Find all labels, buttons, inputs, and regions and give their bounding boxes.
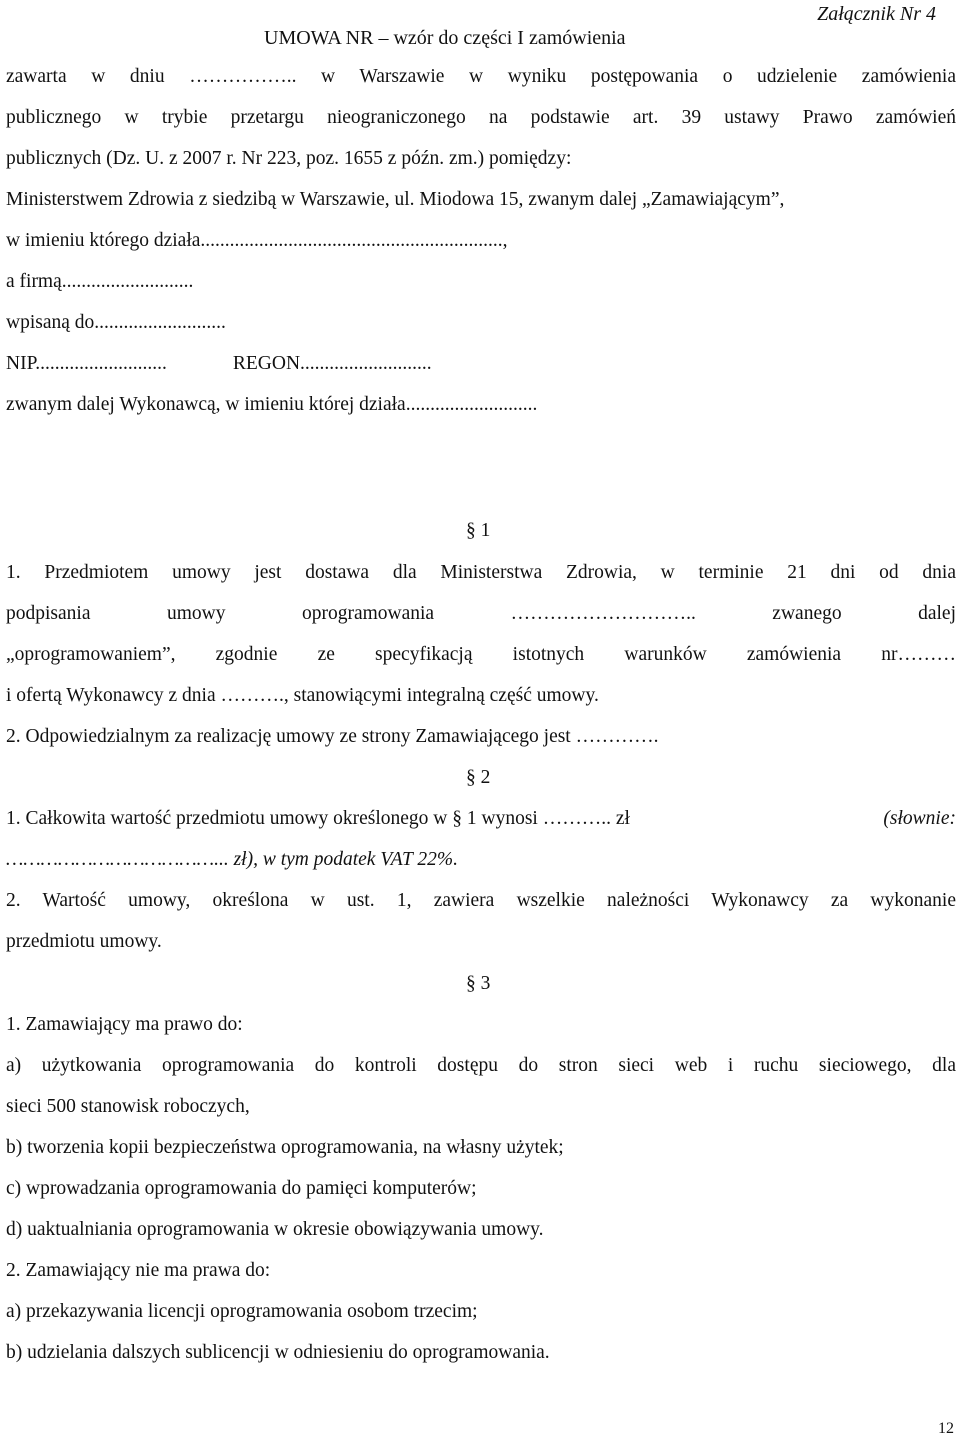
section-line: 1. Przedmiotem umowy jest dostawa dla Ministerstwa Zdrowia, w terminie 21 dni od dnia [6,562,956,583]
nip-field: NIP........................... [6,353,167,374]
section-line: c) wprowadzania oprogramowania do pamięci komputerów; [6,1178,477,1199]
intro-line: Ministerstwem Zdrowia z siedzibą w Warszawie, ul. Miodowa 15, zwanym dalej „Zamawiającym”, [6,189,785,210]
section-line: przedmiotu umowy. [6,931,162,952]
section-line: a) użytkowania oprogramowania do kontroli dostępu do stron sieci web i ruchu sieciowego, dla [6,1055,956,1076]
section-line: 2. Wartość umowy, określona w ust. 1, zawiera wszelkie należności Wykonawcy za wykonanie [6,890,956,911]
regon-field: REGON........................... [232,353,432,374]
intro-line: a firmą........................... [6,271,194,292]
section-1-heading: § 1 [466,520,491,541]
section-line: ………………………………... zł), w tym podatek VAT 22%. [6,849,458,870]
intro-line: zawarta w dniu …………….. w Warszawie w wyniku postępowania o udzielenie zamówienia [6,66,956,87]
intro-line: wpisaną do........................... [6,312,226,333]
section-line [6,798,956,839]
section-line: sieci 500 stanowisk roboczych, [6,1096,250,1117]
section-line: d) uaktualniania oprogramowania w okresie obowiązywania umowy. [6,1219,544,1240]
annex-label: Załącznik Nr 4 [817,3,936,25]
intro-line: w imieniu którego działa.............................................................., [6,230,508,251]
section-line: 2. Zamawiający nie ma prawa do: [6,1260,271,1281]
page-number: 12 [938,1420,954,1437]
section-line: b) tworzenia kopii bezpieczeństwa oprogramowania, na własny użytek; [6,1137,564,1158]
intro-line: zwanym dalej Wykonawcą, w imieniu której działa........................... [6,394,538,415]
section-3-body [6,1004,956,1373]
nip-regon-line [6,343,956,384]
section-3-heading: § 3 [466,973,491,994]
section-line-text: 1. Całkowita wartość przedmiotu umowy określonego w § 1 wynosi ……….. zł [6,808,630,829]
section-2-body [6,798,956,962]
section-2-heading: § 2 [466,767,491,788]
section-line: 2. Odpowiedzialnym za realizację umowy ze strony Zamawiającego jest …………. [6,726,659,747]
intro-paragraph [6,56,956,425]
section-line: podpisania umowy oprogramowania ……………………….. zwanego dalej [6,603,956,624]
section-line: „oprogramowaniem”, zgodnie ze specyfikacją istotnych warunków zamówienia nr……… [6,644,956,665]
section-line: i ofertą Wykonawcy z dnia ………., stanowiącymi integralną część umowy. [6,685,599,706]
section-line: 1. Zamawiający ma prawo do: [6,1014,243,1035]
in-words-label: (słownie: [883,808,956,829]
section-1-body [6,552,956,757]
intro-line: publicznych (Dz. U. z 2007 r. Nr 223, poz. 1655 z późn. zm.) pomiędzy: [6,148,572,169]
intro-line: publicznego w trybie przetargu nieograniczonego na podstawie art. 39 ustawy Prawo zamówień [6,107,956,128]
section-line: a) przekazywania licencji oprogramowania osobom trzecim; [6,1301,478,1322]
contract-title: UMOWA NR – wzór do części I zamówienia [264,27,626,49]
section-line: b) udzielania dalszych sublicencji w odniesieniu do oprogramowania. [6,1342,550,1363]
